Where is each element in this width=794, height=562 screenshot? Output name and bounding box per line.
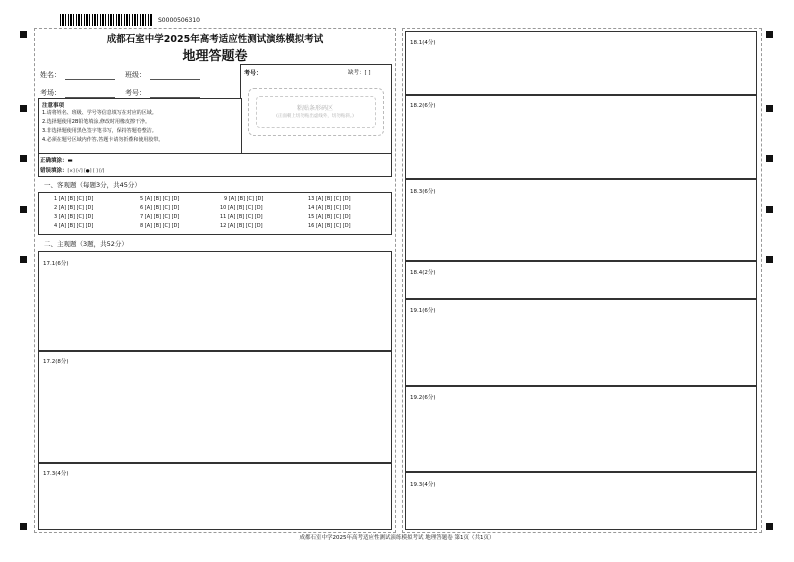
question-label-19-2: 19.2(6分)	[410, 395, 436, 401]
mc-question-1[interactable]: 1 [A] [B] [C] [D]	[54, 196, 94, 202]
alignment-mark	[766, 105, 773, 112]
notice-title: 注意事项	[42, 103, 65, 109]
answer-box-19-2[interactable]	[405, 386, 757, 472]
alignment-mark	[766, 155, 773, 162]
question-label-17-3: 17.3(4分)	[43, 471, 69, 477]
alignment-mark	[766, 523, 773, 530]
mc-question-14[interactable]: 14 [A] [B] [C] [D]	[308, 205, 351, 211]
objective-section-title: 一、客观题（每题3分，共45分）	[44, 181, 141, 189]
subjective-section-title: 二、主观题（3题，共52分）	[44, 240, 128, 248]
barcode-paste-subtitle: (正面朝上切勿贴出虚线外，切勿贴斜。)	[276, 114, 354, 119]
answer-box-18-2[interactable]	[405, 95, 757, 179]
notice-line: 3.非选择题使用黑色签字笔书写，保持答题卷整洁。	[42, 128, 157, 134]
correct-fill-example	[40, 156, 73, 164]
mc-question-11[interactable]: 11 [A] [B] [C] [D]	[220, 214, 263, 220]
missing-exam-label[interactable]: 缺考：[ ]	[348, 70, 371, 76]
room-label: 考场：	[40, 89, 61, 97]
alignment-mark	[766, 31, 773, 38]
alignment-mark	[20, 31, 27, 38]
mc-question-5[interactable]: 5 [A] [B] [C] [D]	[140, 196, 180, 202]
correct-fill-label: 正确填涂：	[40, 158, 68, 164]
mc-question-12[interactable]: 12 [A] [B] [C] [D]	[220, 223, 263, 229]
question-label-18-2: 18.2(6分)	[410, 103, 436, 109]
mc-question-4[interactable]: 4 [A] [B] [C] [D]	[54, 223, 94, 229]
sheet-title: 地理答题卷	[182, 49, 248, 64]
room-line	[65, 90, 115, 98]
exam-number-label: 考号：	[244, 70, 263, 77]
alignment-mark	[20, 155, 27, 162]
mc-question-15[interactable]: 15 [A] [B] [C] [D]	[308, 214, 351, 220]
room-field[interactable]	[40, 88, 115, 98]
notice-line: 1.请将姓名、班级、学号等信息填写在对应的区域。	[42, 110, 157, 116]
name-label: 姓名：	[40, 71, 61, 79]
answer-box-19-1[interactable]	[405, 299, 757, 386]
notice-line: 2.选择题使用2B铅笔填涂,修改时用橡皮擦干净。	[42, 119, 150, 125]
notice-line: 4.必须在题号区域内作答,答题卡请勿折叠和使用胶带。	[42, 137, 164, 143]
correct-fill-symbol: ▬	[67, 158, 73, 164]
page-footer: 成都石室中学2025年高考适应性测试演练模拟考试 地理答题卷 第1页（共1页）	[299, 535, 495, 541]
alignment-mark	[20, 105, 27, 112]
question-label-17-1: 17.1(6分)	[43, 261, 69, 267]
barcode-number: S0000506310	[158, 17, 200, 24]
mc-question-10[interactable]: 10 [A] [B] [C] [D]	[220, 205, 263, 211]
mc-question-2[interactable]: 2 [A] [B] [C] [D]	[54, 205, 94, 211]
question-label-18-3: 18.3(6分)	[410, 189, 436, 195]
mc-question-13[interactable]: 13 [A] [B] [C] [D]	[308, 196, 351, 202]
class-field[interactable]	[125, 70, 200, 80]
mc-question-16[interactable]: 16 [A] [B] [C] [D]	[308, 223, 351, 229]
question-label-18-4: 18.4(2分)	[410, 270, 436, 276]
question-label-19-1: 19.1(6分)	[410, 308, 436, 314]
mc-question-7[interactable]: 7 [A] [B] [C] [D]	[140, 214, 180, 220]
alignment-mark	[20, 256, 27, 263]
exam-title: 成都石室中学2025年高考适应性测试演练模拟考试	[106, 34, 324, 45]
answer-box-18-1[interactable]	[405, 31, 757, 95]
barcode-paste-title: 粘贴条形码区	[296, 105, 333, 112]
class-label: 班级：	[125, 71, 146, 79]
mc-question-9[interactable]: 9 [A] [B] [C] [D]	[224, 196, 264, 202]
barcode-paste-inner	[256, 96, 376, 128]
wrong-fill-example	[40, 166, 104, 174]
alignment-mark	[766, 206, 773, 213]
mc-question-3[interactable]: 3 [A] [B] [C] [D]	[54, 214, 94, 220]
answer-box-17-1[interactable]	[38, 251, 392, 351]
alignment-mark	[20, 523, 27, 530]
number-field[interactable]	[125, 88, 200, 98]
number-line	[150, 90, 200, 98]
answer-box-19-3[interactable]	[405, 472, 757, 530]
question-label-19-3: 19.3(4分)	[410, 482, 436, 488]
answer-box-18-4[interactable]	[405, 261, 757, 299]
question-label-17-2: 17.2(8分)	[43, 359, 69, 365]
answer-box-18-3[interactable]	[405, 179, 757, 261]
notice-box	[38, 98, 242, 155]
name-field[interactable]	[40, 70, 115, 80]
wrong-fill-label: 错误填涂：	[40, 168, 68, 174]
question-label-18-1: 18.1(4分)	[410, 40, 436, 46]
alignment-mark	[20, 206, 27, 213]
mc-question-8[interactable]: 8 [A] [B] [C] [D]	[140, 223, 180, 229]
class-line	[150, 72, 200, 80]
mc-question-6[interactable]: 6 [A] [B] [C] [D]	[140, 205, 180, 211]
answer-box-17-2[interactable]	[38, 351, 392, 463]
number-label: 考号：	[125, 89, 146, 97]
barcode	[60, 14, 152, 26]
answer-box-17-3[interactable]	[38, 463, 392, 530]
name-line	[65, 72, 115, 80]
alignment-mark	[766, 256, 773, 263]
wrong-fill-symbols: [×] [√] [●] [ ] [/]	[67, 169, 105, 174]
